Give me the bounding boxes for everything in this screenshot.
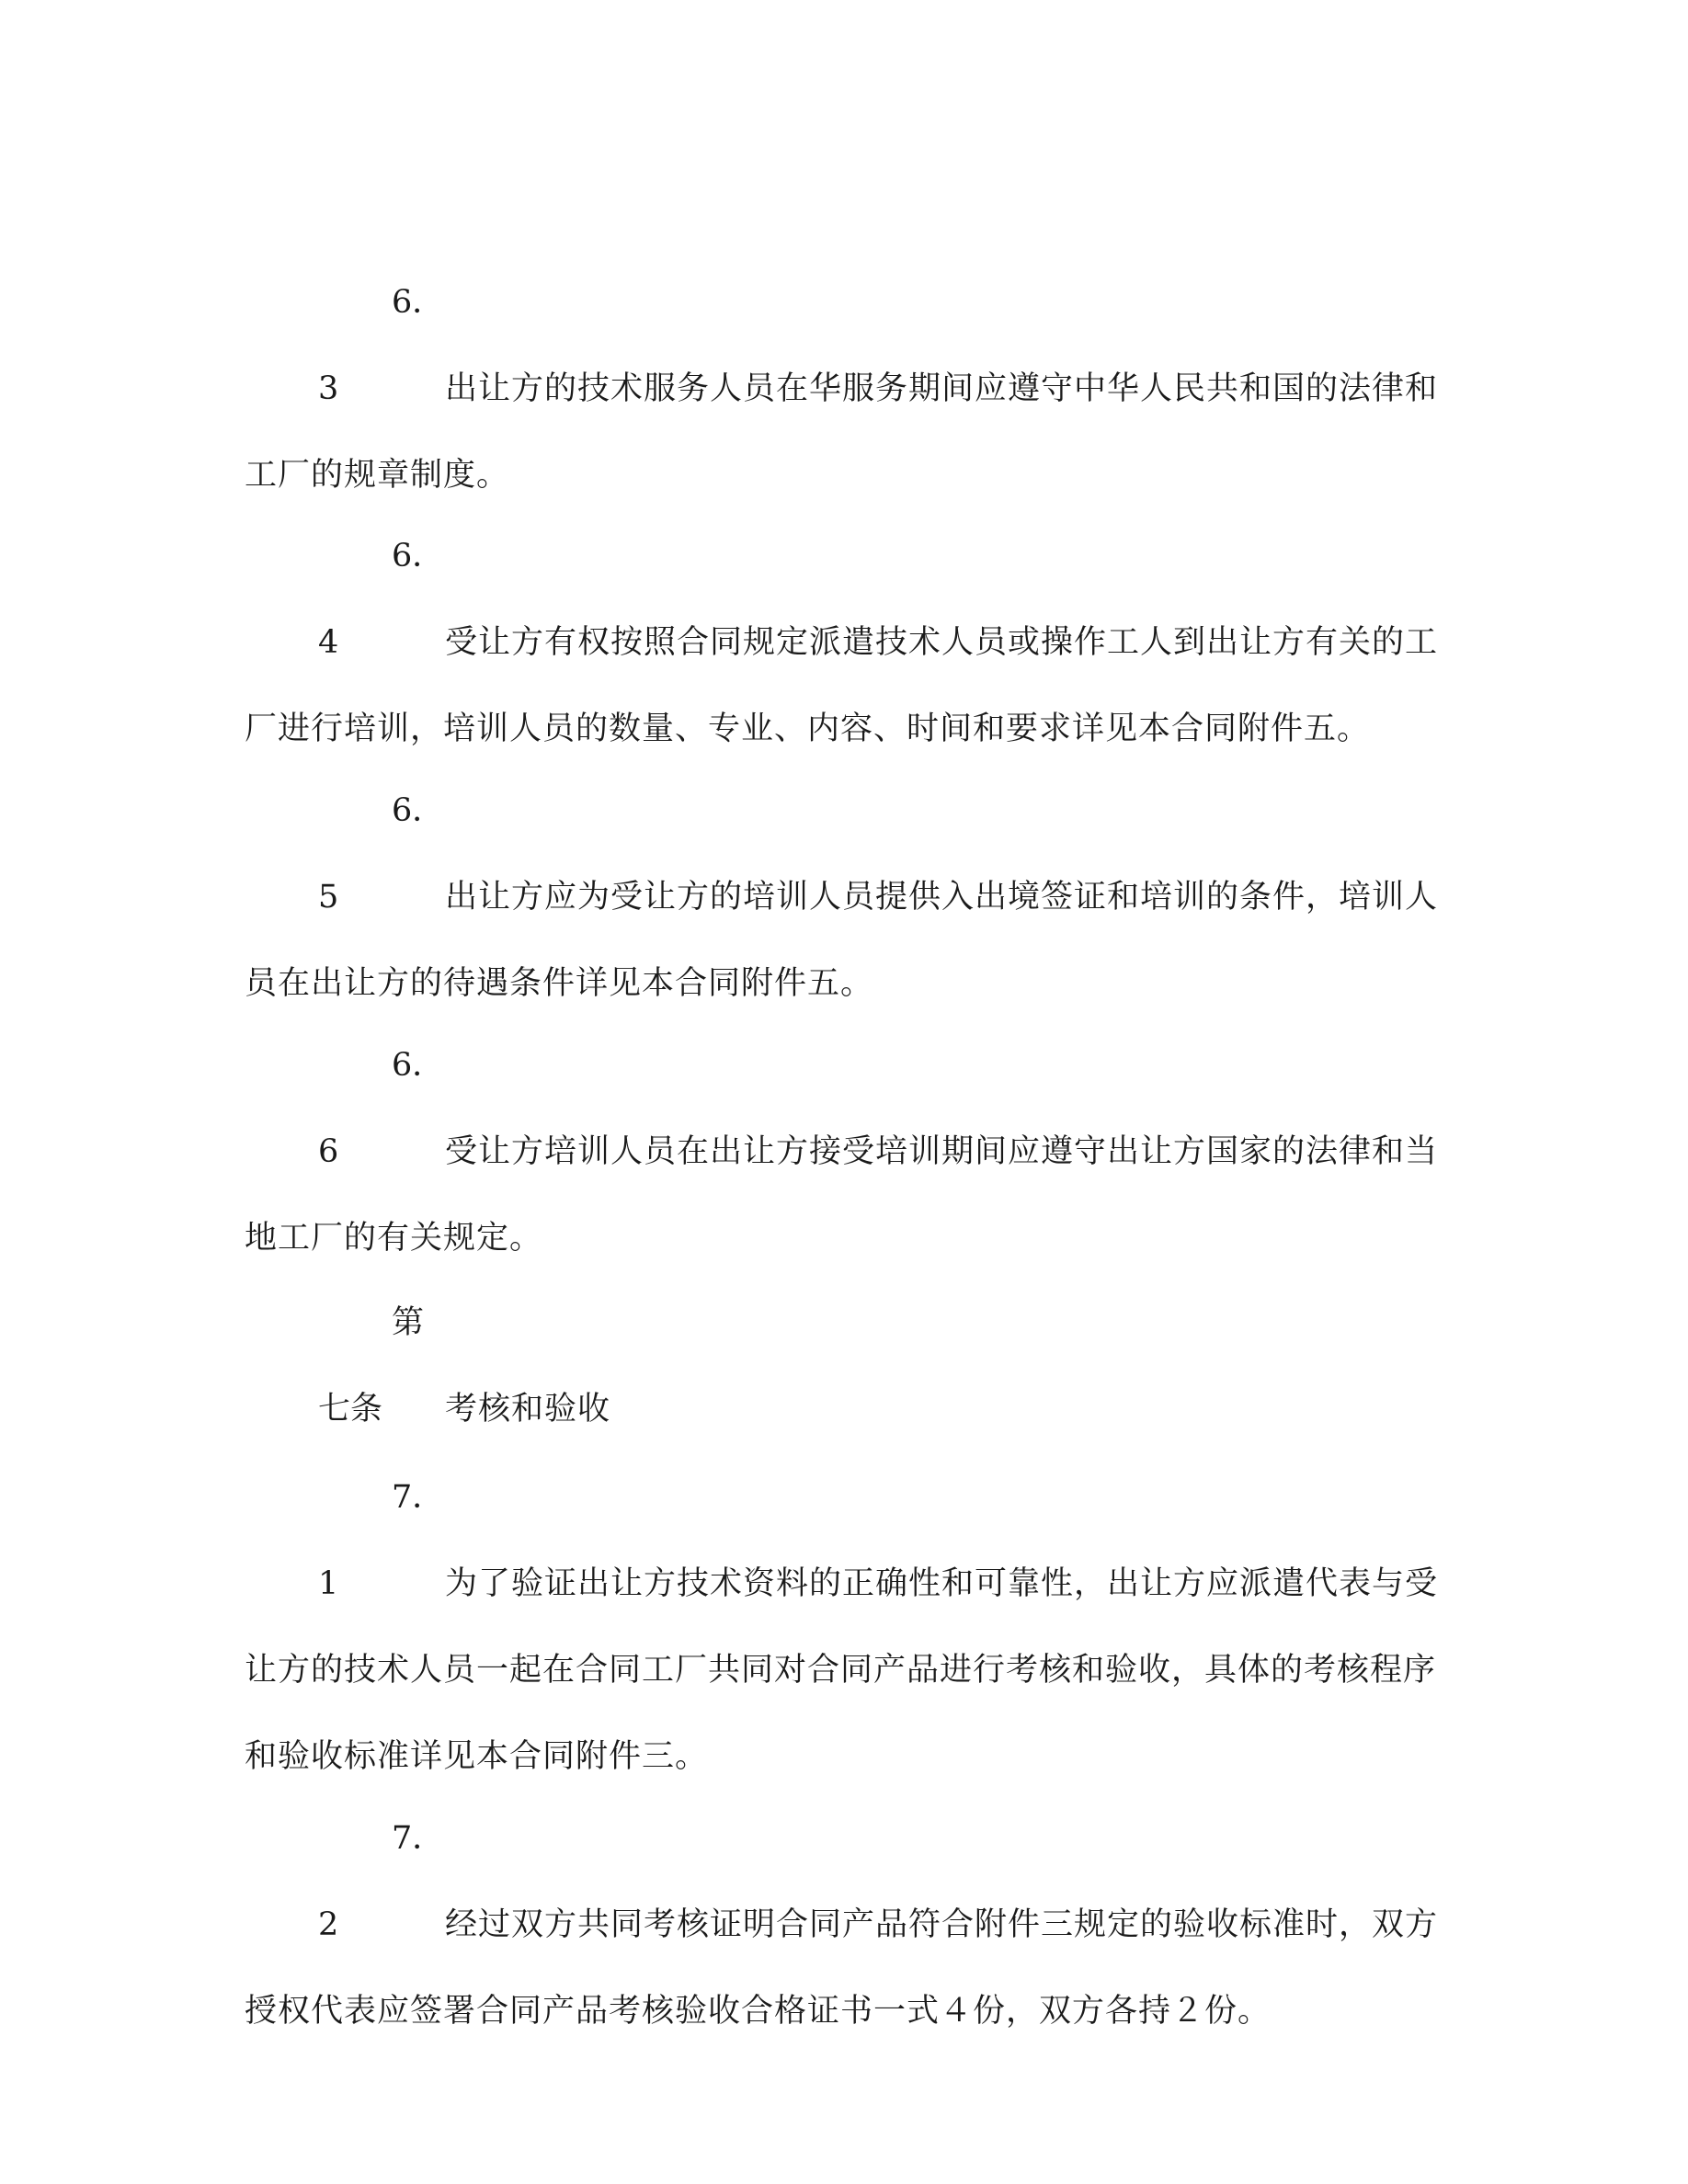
clause-text-line: 地工厂的有关规定。 (245, 1220, 543, 1257)
clause-first-line (245, 259, 1440, 432)
clause-6-4 (245, 513, 1440, 772)
clause-text-line: 经过双方共同考核证明合同产品符合附件三规定的验收标准时，双方 (445, 1906, 1439, 1943)
clause-6-6 (245, 1022, 1440, 1281)
clause-text-line: 让方的技术人员一起在合同工厂共同对合同产品进行考核和验收，具体的考核程序 (245, 1652, 1437, 1689)
clause-text-line: 和验收标准详见本合同附件三。 (245, 1738, 709, 1775)
clause-number: 6．5 (318, 792, 445, 916)
clause-text-line: 为了验证出让方技术资料的正确性和可靠性，出让方应派遣代表与受 (445, 1565, 1439, 1602)
clause-7-1 (245, 1454, 1440, 1800)
clause-text-line: 受让方有权按照合同规定派遣技术人员或操作工人到出让方有关的工 (445, 624, 1439, 661)
clause-number: 6．3 (318, 284, 445, 407)
article-number: 第七条 (318, 1304, 425, 1428)
clause-first-line (245, 1454, 1440, 1627)
article-title: 考核和验收 (445, 1391, 611, 1428)
clause-7-2 (245, 1795, 1440, 2054)
clause-number: 7．1 (318, 1479, 445, 1602)
clause-number: 7．2 (318, 1820, 445, 1943)
clause-text-line: 授权代表应签署合同产品考核验收合格证书一式４份，双方各持２份。 (245, 1993, 1272, 2030)
clause-6-3 (245, 259, 1440, 518)
clause-text-line: 出让方的技术服务人员在华服务期间应遵守中华人民共和国的法律和 (445, 370, 1439, 407)
clause-number: 6．4 (318, 538, 445, 661)
clause-text-line: 工厂的规章制度。 (245, 457, 510, 494)
article-7-heading (245, 1280, 1440, 1452)
clause-first-line (245, 1795, 1440, 1968)
clause-first-line (245, 1022, 1440, 1195)
clause-text-line: 受让方培训人员在出让方接受培训期间应遵守出让方国家的法律和当 (445, 1133, 1439, 1170)
clause-6-5 (245, 768, 1440, 1027)
clause-text-line: 员在出让方的待遇条件详见本合同附件五。 (245, 965, 874, 1002)
clause-first-line (245, 768, 1440, 940)
heading-line (245, 1280, 1440, 1452)
clause-text-line: 出让方应为受让方的培训人员提供入出境签证和培训的条件，培训人 (445, 879, 1439, 916)
clause-first-line (245, 513, 1440, 686)
clause-text-line: 厂进行培训，培训人员的数量、专业、内容、时间和要求详见本合同附件五。 (245, 711, 1371, 747)
clause-number: 6．6 (318, 1047, 445, 1170)
